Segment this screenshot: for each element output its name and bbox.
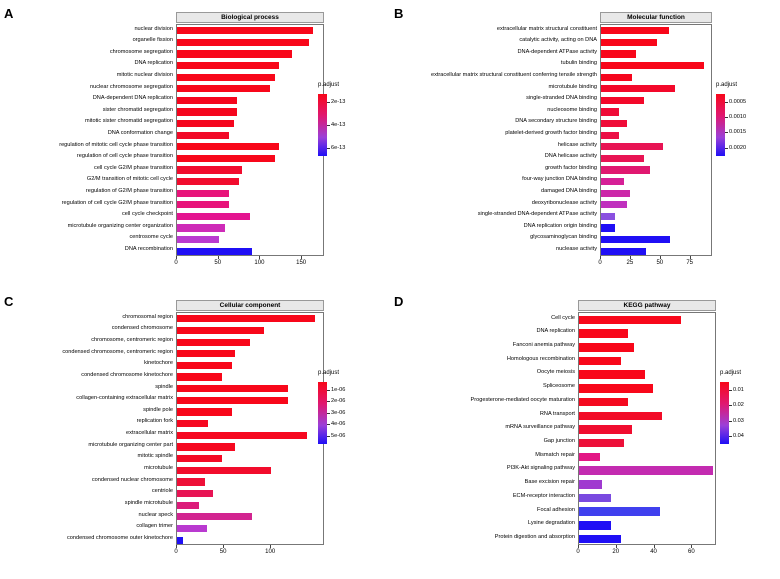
category-label: condensed nuclear chromosome: [91, 476, 173, 483]
bar: [177, 143, 279, 150]
panel-letter-B: B: [394, 6, 404, 21]
axis-tick: [223, 545, 224, 548]
legend-gradient: [716, 94, 725, 156]
category-label: Lysine degradation: [527, 520, 575, 527]
bar: [177, 385, 288, 392]
axis-tick-label: 100: [265, 549, 276, 555]
bar: [177, 432, 307, 439]
category-label: Cell cycle: [551, 314, 575, 321]
category-label: centriole: [151, 488, 173, 495]
axis-tick: [654, 545, 655, 548]
category-label: DNA replication: [536, 328, 575, 335]
bar: [579, 425, 632, 433]
axis-tick: [270, 545, 271, 548]
bar: [601, 213, 615, 220]
category-label: Gap junction: [543, 438, 575, 444]
panel-letter-C: C: [4, 294, 14, 309]
bar: [601, 224, 615, 231]
bar: [601, 132, 619, 139]
bar: [177, 478, 205, 485]
bar: [601, 85, 675, 92]
legend-title: p.adjust: [318, 369, 340, 376]
panel-letter-D: D: [394, 294, 404, 309]
legend-tick-label: 0.04: [733, 432, 744, 439]
legend-tick-label: 0.02: [733, 402, 744, 409]
bar: [601, 236, 670, 243]
legend-tick: [725, 132, 728, 133]
bar: [579, 507, 660, 515]
legend-tick-label: 1e-06: [331, 386, 346, 393]
legend-title: p.adjust: [318, 81, 340, 88]
category-label: DNA replication: [134, 60, 173, 67]
category-label: four-way junction DNA binding: [522, 176, 597, 183]
category-label: microtubule: [144, 465, 173, 472]
bar: [601, 120, 627, 127]
bar: [177, 408, 232, 415]
legend-tick-label: 2e-13: [331, 98, 346, 105]
legend-tick: [327, 102, 330, 103]
bar: [177, 362, 232, 369]
category-label: nuclease activity: [555, 246, 597, 252]
category-label: nucleosome binding: [547, 106, 597, 113]
legend-tick: [327, 436, 330, 437]
axis-tick-label: 0: [598, 260, 602, 266]
category-label: regulation of cell cycle G2/M phase transition: [61, 199, 173, 206]
bar: [601, 178, 624, 185]
axis-tick-label: 50: [219, 549, 227, 555]
category-label: single-stranded DNA-dependent ATPase activity: [477, 211, 597, 218]
bar: [579, 329, 628, 337]
legend-tick-label: 2e-06: [331, 398, 346, 405]
category-label: G2/M transition of mitotic cell cycle: [86, 176, 173, 183]
bar: [177, 467, 271, 474]
bar: [177, 455, 222, 462]
bar: [177, 248, 252, 255]
legend-tick-label: 5e-06: [331, 432, 346, 439]
category-label: platelet-derived growth factor binding: [505, 130, 597, 136]
axis-tick: [176, 256, 177, 259]
legend-tick-label: 0.0010: [729, 113, 747, 120]
category-label: regulation of mitotic cell cycle phase transition: [59, 141, 173, 148]
category-label: PI3K-Akt signaling pathway: [506, 465, 575, 472]
plot-area: [578, 312, 716, 545]
category-label: collagen-containing extracellular matrix: [76, 395, 173, 402]
bar: [177, 166, 242, 173]
bar: [177, 350, 235, 357]
legend-tick: [725, 117, 728, 118]
category-label: tubulin binding: [560, 60, 597, 67]
legend-tick: [729, 421, 732, 422]
category-label: sister chromatid segregation: [102, 106, 173, 113]
bar: [177, 190, 229, 197]
bar: [601, 97, 644, 104]
legend-gradient: [318, 382, 327, 444]
bar: [601, 248, 646, 255]
category-label: extracellular matrix: [126, 430, 173, 437]
axis-tick: [660, 256, 661, 259]
bar: [579, 398, 628, 406]
bar: [177, 339, 250, 346]
chart-title: Biological process: [176, 12, 324, 23]
axis-tick-label: 20: [612, 549, 620, 555]
axis-tick: [301, 256, 302, 259]
chart-title: Cellular component: [176, 300, 324, 311]
bar: [579, 412, 662, 420]
category-label: microtubule organizing center part: [88, 441, 173, 448]
axis-tick: [616, 545, 617, 548]
bar: [177, 74, 275, 81]
bar: [579, 494, 611, 502]
bar: [177, 420, 208, 427]
category-label: DNA-dependent ATPase activity: [517, 48, 597, 55]
category-label: Oocyte meiosis: [536, 369, 575, 376]
legend-tick: [327, 424, 330, 425]
category-label: DNA secondary structure binding: [515, 118, 597, 125]
category-label: regulation of cell cycle phase transition: [76, 153, 173, 160]
legend-tick-label: 0.0020: [729, 144, 747, 151]
category-label: RNA transport: [539, 410, 575, 417]
category-label: damaged DNA binding: [541, 188, 597, 194]
axis-tick: [691, 545, 692, 548]
bar: [579, 357, 621, 365]
legend-tick-label: 3e-06: [331, 409, 346, 416]
category-label: microtubule organizing center organization: [67, 222, 173, 229]
axis-tick: [259, 256, 260, 259]
legend-tick: [729, 390, 732, 391]
bar: [177, 373, 222, 380]
category-label: growth factor binding: [545, 164, 597, 171]
bar: [177, 39, 309, 46]
bar: [177, 315, 315, 322]
plot-area: [176, 312, 324, 545]
bar: [177, 132, 229, 139]
bar: [177, 397, 288, 404]
legend-tick: [327, 148, 330, 149]
category-label: Homologous recombination: [506, 355, 575, 362]
legend-tick: [729, 405, 732, 406]
category-label: mRNA surveillance pathway: [505, 424, 575, 431]
category-label: Fanconi anemia pathway: [512, 342, 575, 349]
category-label: Focal adhesion: [537, 506, 575, 513]
axis-tick: [600, 256, 601, 259]
bar: [579, 384, 653, 392]
bar: [177, 97, 237, 104]
category-label: nuclear division: [134, 25, 173, 32]
category-label: chromosomal region: [122, 313, 173, 320]
category-label: Spliceosome: [542, 383, 575, 390]
category-label: mitotic spindle: [137, 453, 173, 460]
bar: [601, 143, 663, 150]
bar: [177, 85, 270, 92]
bar: [579, 521, 611, 529]
bar: [601, 108, 619, 115]
axis-tick-label: 0: [174, 260, 178, 266]
category-label: organelle fission: [132, 37, 173, 44]
axis-tick-label: 25: [626, 260, 634, 266]
bar: [601, 62, 704, 69]
bar: [177, 201, 229, 208]
category-label: condensed chromosome, centromeric region: [62, 348, 173, 355]
category-label: nuclear chromosome segregation: [89, 83, 173, 90]
bar: [177, 50, 292, 57]
chart-title: KEGG pathway: [578, 300, 716, 311]
bar: [579, 480, 602, 488]
category-label: DNA-dependent DNA replication: [92, 95, 173, 102]
category-label: helicase activity: [557, 141, 597, 148]
legend-tick-label: 0.03: [733, 417, 744, 424]
legend-tick: [327, 401, 330, 402]
category-label: cell cycle G2/M phase transition: [94, 164, 173, 171]
legend-tick-label: 4e-06: [331, 421, 346, 428]
category-label: catalytic activity, acting on DNA: [519, 37, 597, 44]
axis-tick-label: 50: [214, 260, 222, 266]
bar: [579, 453, 600, 461]
bar: [601, 190, 630, 197]
axis-tick: [218, 256, 219, 259]
bar: [177, 525, 207, 532]
category-label: chromosome, centromeric region: [91, 336, 173, 343]
legend-gradient: [318, 94, 327, 156]
legend-tick-label: 0.01: [733, 386, 744, 393]
axis-tick-label: 50: [656, 260, 664, 266]
category-label: Progesterone-mediated oocyte maturation: [470, 396, 575, 403]
legend-tick: [725, 102, 728, 103]
axis-tick: [690, 256, 691, 259]
category-label: DNA replication origin binding: [523, 222, 597, 229]
bar: [177, 502, 199, 509]
chart-title: Molecular function: [600, 12, 712, 23]
category-label: kinetochore: [144, 360, 173, 367]
category-label: glycosaminoglycan binding: [530, 234, 597, 241]
legend-gradient: [720, 382, 729, 444]
category-label: extracellular matrix structural constituent conferring tensile strength: [430, 72, 597, 78]
axis-tick-label: 150: [296, 260, 307, 266]
legend-tick: [725, 148, 728, 149]
bar: [601, 74, 632, 81]
category-label: spindle pole: [143, 406, 173, 413]
bar: [177, 108, 237, 115]
axis-tick: [176, 545, 177, 548]
bar: [579, 535, 621, 543]
bar: [177, 490, 213, 497]
category-label: replication fork: [136, 418, 173, 425]
category-label: single-stranded DNA binding: [526, 95, 597, 102]
category-label: regulation of G2/M phase transition: [85, 188, 173, 194]
category-label: extracellular matrix structural constituent: [496, 25, 597, 32]
legend-title: p.adjust: [720, 369, 742, 376]
bar: [579, 370, 645, 378]
category-label: DNA helicase activity: [544, 153, 597, 160]
legend-tick: [327, 413, 330, 414]
category-label: collagen trimer: [136, 523, 173, 530]
panel-letter-A: A: [4, 6, 14, 21]
bar: [601, 50, 636, 57]
axis-tick-label: 75: [686, 260, 694, 266]
bar: [177, 155, 275, 162]
bar: [177, 213, 250, 220]
category-label: ECM-receptor interaction: [512, 492, 575, 499]
category-label: Mismatch repair: [535, 451, 575, 458]
legend-tick-label: 6e-13: [331, 144, 346, 151]
legend-tick-label: 0.0015: [729, 129, 747, 136]
bar: [601, 166, 650, 173]
bar: [579, 439, 624, 447]
bar: [579, 466, 713, 474]
bar: [177, 443, 235, 450]
category-label: deoxyribonuclease activity: [531, 199, 597, 206]
bar: [579, 343, 634, 351]
bar: [177, 178, 239, 185]
bar: [601, 155, 644, 162]
category-label: spindle: [155, 383, 173, 390]
legend-tick: [327, 125, 330, 126]
legend-tick-label: 4e-13: [331, 121, 346, 128]
bar: [601, 39, 657, 46]
bar: [601, 201, 627, 208]
category-label: mitotic sister chromatid segregation: [85, 118, 173, 125]
bar: [177, 513, 252, 520]
plot-area: [176, 24, 324, 256]
category-label: Base excision repair: [524, 479, 575, 486]
bar: [177, 327, 264, 334]
category-label: condensed chromosome kinetochore: [81, 371, 173, 378]
bar: [177, 537, 183, 544]
legend-title: p.adjust: [716, 81, 738, 88]
bar: [177, 224, 225, 231]
axis-tick: [578, 545, 579, 548]
plot-area: [600, 24, 712, 256]
category-label: DNA conformation change: [107, 130, 173, 136]
category-label: cell cycle checkpoint: [122, 211, 173, 218]
axis-tick: [630, 256, 631, 259]
category-label: nuclear speck: [138, 511, 173, 518]
category-label: spindle microtubule: [124, 500, 173, 507]
bar: [177, 27, 313, 34]
category-label: mitotic nuclear division: [116, 72, 173, 78]
category-label: condensed chromosome outer kinetochore: [66, 534, 173, 541]
bar: [177, 62, 279, 69]
category-label: condensed chromosome: [111, 325, 173, 332]
category-label: Protein digestion and absorption: [494, 533, 575, 540]
category-label: centrosome cycle: [129, 234, 173, 241]
axis-tick-label: 40: [650, 549, 657, 555]
category-label: microtubule binding: [548, 83, 597, 90]
axis-tick-label: 0: [576, 549, 580, 555]
legend-tick-label: 0.0005: [729, 98, 747, 105]
category-label: chromosome segregation: [109, 48, 173, 55]
bar: [601, 27, 669, 34]
bar: [177, 236, 219, 243]
legend-tick: [729, 436, 732, 437]
bar: [579, 316, 681, 324]
bar: [177, 120, 234, 127]
category-label: DNA recombination: [124, 246, 173, 252]
legend-tick: [327, 390, 330, 391]
axis-tick-label: 0: [174, 549, 178, 555]
axis-tick-label: 60: [687, 549, 695, 555]
axis-tick-label: 100: [254, 260, 265, 266]
